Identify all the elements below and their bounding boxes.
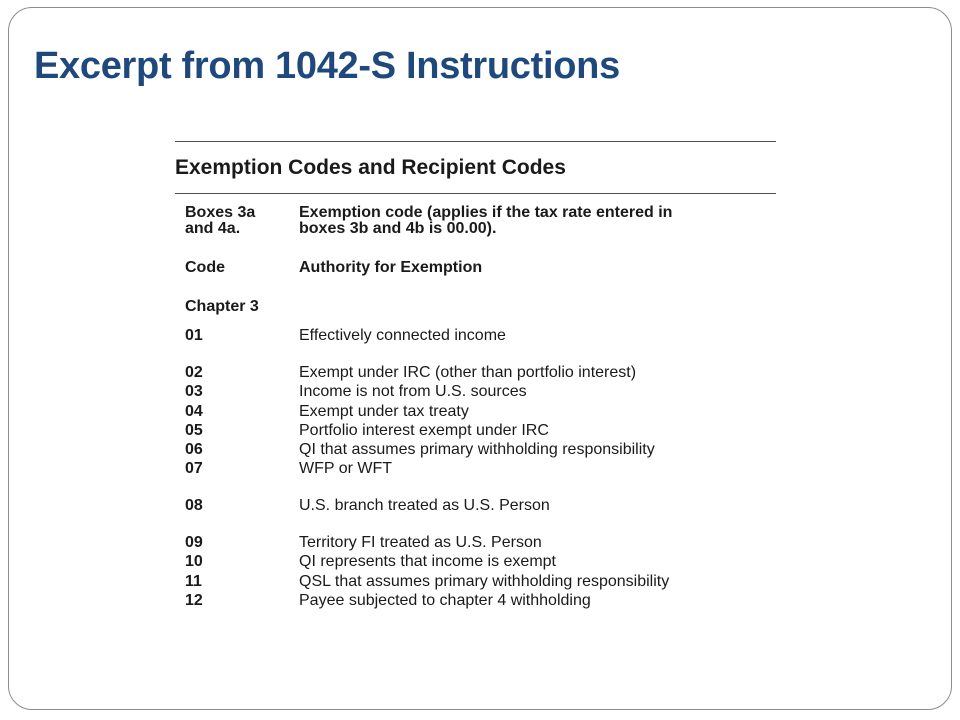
exemption-code: 02 (185, 364, 203, 381)
exemption-code: 01 (185, 327, 203, 344)
boxes-label-cont: and 4a. (185, 220, 241, 237)
exemption-authority: Payee subjected to chapter 4 withholding (299, 592, 591, 609)
instructions-excerpt (175, 141, 776, 609)
code-column-header: Code (185, 259, 225, 276)
exemption-code: 03 (185, 383, 203, 400)
exemption-code: 11 (185, 573, 202, 590)
exemption-authority: Territory FI treated as U.S. Person (299, 534, 542, 551)
exemption-authority: QSL that assumes primary withholding responsibility (299, 573, 670, 590)
exemption-authority: Exempt under IRC (other than portfolio interest) (299, 364, 637, 381)
exemption-code: 05 (185, 422, 203, 439)
boxes-description: Exemption code (applies if the tax rate entered in (299, 204, 673, 221)
exemption-code: 06 (185, 441, 203, 458)
exemption-authority: QI that assumes primary withholding responsibility (299, 441, 655, 458)
exemption-code: 12 (185, 592, 203, 609)
exemption-authority: Income is not from U.S. sources (299, 383, 527, 400)
slide-title: Excerpt from 1042-S Instructions (34, 45, 620, 87)
exemption-code: 09 (185, 534, 203, 551)
exemption-authority: Portfolio interest exempt under IRC (299, 422, 549, 439)
boxes-label: Boxes 3a (185, 204, 256, 221)
authority-column-header: Authority for Exemption (299, 259, 483, 276)
exemption-authority: WFP or WFT (299, 460, 393, 477)
exemption-code: 07 (185, 460, 203, 477)
exemption-code: 10 (185, 553, 203, 570)
exemption-authority: Effectively connected income (299, 327, 506, 344)
table-title: Exemption Codes and Recipient Codes (175, 156, 566, 179)
boxes-description-cont: boxes 3b and 4b is 00.00). (299, 220, 497, 237)
exemption-code: 08 (185, 497, 203, 514)
chapter-label: Chapter 3 (185, 298, 259, 315)
header-rule (175, 193, 776, 194)
exemption-authority: Exempt under tax treaty (299, 403, 469, 420)
exemption-authority: QI represents that income is exempt (299, 553, 556, 570)
exemption-authority: U.S. branch treated as U.S. Person (299, 497, 550, 514)
exemption-code: 04 (185, 403, 203, 420)
